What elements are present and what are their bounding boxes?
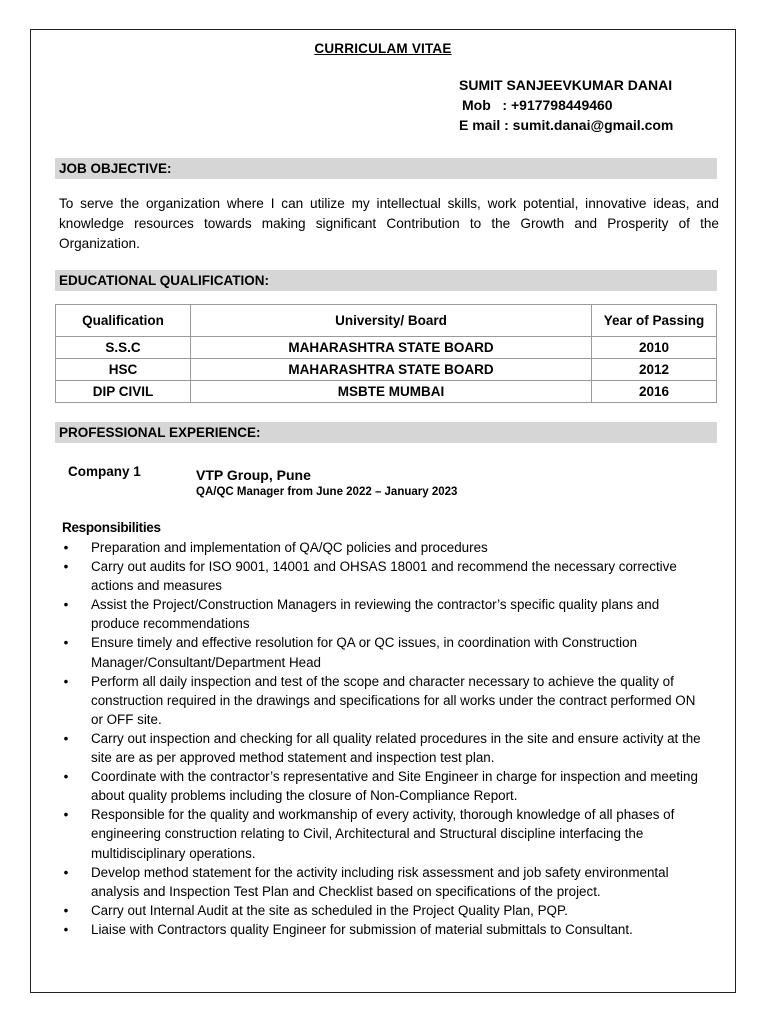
email-address: E mail : sumit.danai@gmail.com <box>459 117 674 133</box>
cv-page <box>30 29 736 993</box>
list-item <box>60 805 710 862</box>
table-cell: 2012 <box>592 359 717 381</box>
list-item <box>60 863 710 901</box>
bullet-icon: • <box>63 730 69 746</box>
responsibility-text: Preparation and implementation of QA/QC policies and procedures <box>91 540 488 555</box>
responsibility-text: Carry out inspection and checking for all quality related procedures in the site and ensure activity at the site are as per approved method statement and inspection test plan. <box>91 730 701 766</box>
bullet-icon: • <box>63 902 69 918</box>
responsibility-text: Carry out Internal Audit at the site as scheduled in the Project Quality Plan, PQP. <box>91 902 568 918</box>
education-header-row <box>56 305 717 337</box>
bullet-icon: • <box>63 635 69 651</box>
table-cell: DIP CIVIL <box>56 381 191 403</box>
bullet-icon: • <box>63 597 69 613</box>
table-row <box>56 337 717 359</box>
bullet-icon: • <box>63 559 69 575</box>
bullet-icon: • <box>63 807 69 823</box>
column-year-of-passing: Year of Passing <box>592 305 717 337</box>
table-cell: 2010 <box>592 337 717 359</box>
company-label: Company 1 <box>68 464 141 479</box>
table-cell: 2016 <box>592 381 717 403</box>
company-name: VTP Group, Pune <box>196 467 311 483</box>
responsibility-text: Ensure timely and effective resolution for QA or QC issues, in coordination with Construction Manager/Consultant/Department Head <box>91 635 638 670</box>
table-row <box>56 359 717 381</box>
job-role: QA/QC Manager from June 2022 – January 2023 <box>196 486 458 498</box>
table-cell: MSBTE MUMBAI <box>191 381 592 403</box>
list-item <box>60 595 710 633</box>
list-item <box>60 767 710 805</box>
list-item <box>60 557 710 595</box>
bullet-icon: • <box>63 540 69 555</box>
list-item <box>60 538 710 557</box>
responsibilities-heading: Responsibilities <box>62 520 161 535</box>
responsibilities-list <box>60 538 710 939</box>
table-cell: HSC <box>56 359 191 381</box>
candidate-name: SUMIT SANJEEVKUMAR DANAI <box>459 77 673 93</box>
list-item <box>60 672 710 729</box>
table-cell: MAHARASHTRA STATE BOARD <box>191 337 592 359</box>
job-objective-heading: JOB OBJECTIVE: <box>55 158 717 179</box>
list-item <box>60 920 710 939</box>
bullet-icon: • <box>63 673 69 689</box>
contact-block <box>459 75 673 135</box>
document-title: CURRICULAM VITAE <box>314 41 452 56</box>
table-cell: MAHARASHTRA STATE BOARD <box>191 359 592 381</box>
responsibility-text: Coordinate with the contractor’s representative and Site Engineer in charge for inspection and meeting about quality problems including the closure of Non-Compliance Report. <box>91 769 698 804</box>
responsibility-text: Responsible for the quality and workmanship of every activity, thorough knowledge of all phases of engineering construction relating to Civil, Architectural and Structural discipline interfacing the multidisciplinary operations. <box>91 807 675 861</box>
responsibility-text: Develop method statement for the activity including risk assessment and job safety environmental analysis and Inspection Test Plan and Checklist based on specifications of the project. <box>91 864 669 899</box>
bullet-icon: • <box>63 769 69 785</box>
responsibility-text: Liaise with Contractors quality Engineer for submission of material submittals to Consultant. <box>91 921 633 937</box>
responsibility-text: Carry out audits for ISO 9001, 14001 and OHSAS 18001 and recommend the necessary corrective actions and measures <box>91 559 677 594</box>
job-objective-text: To serve the organization where I can utilize my intellectual skills, work potential, innovative ideas, and knowledge resources towards making significant Contribution to the Growth and Prosperity of the Organization. <box>59 196 719 251</box>
list-item <box>60 633 710 671</box>
bullet-icon: • <box>63 921 69 937</box>
table-cell: S.S.C <box>56 337 191 359</box>
education-table <box>55 304 717 403</box>
column-qualification: Qualification <box>56 305 191 337</box>
mobile-number: Mob : +917798449460 <box>462 97 613 113</box>
table-row <box>56 381 717 403</box>
bullet-icon: • <box>63 864 69 880</box>
list-item <box>60 729 710 767</box>
education-heading: EDUCATIONAL QUALIFICATION: <box>55 270 717 291</box>
experience-heading: PROFESSIONAL EXPERIENCE: <box>55 422 717 443</box>
column-university-board: University/ Board <box>191 305 592 337</box>
list-item <box>60 901 710 920</box>
responsibility-text: Assist the Project/Construction Managers in reviewing the contractor’s specific quality plans and produce recommendations <box>91 597 660 632</box>
responsibility-text: Perform all daily inspection and test of the scope and character necessary to achieve the quality of construction required in the drawings and specifications for all works under the contract performed ON or OFF site. <box>91 673 696 727</box>
